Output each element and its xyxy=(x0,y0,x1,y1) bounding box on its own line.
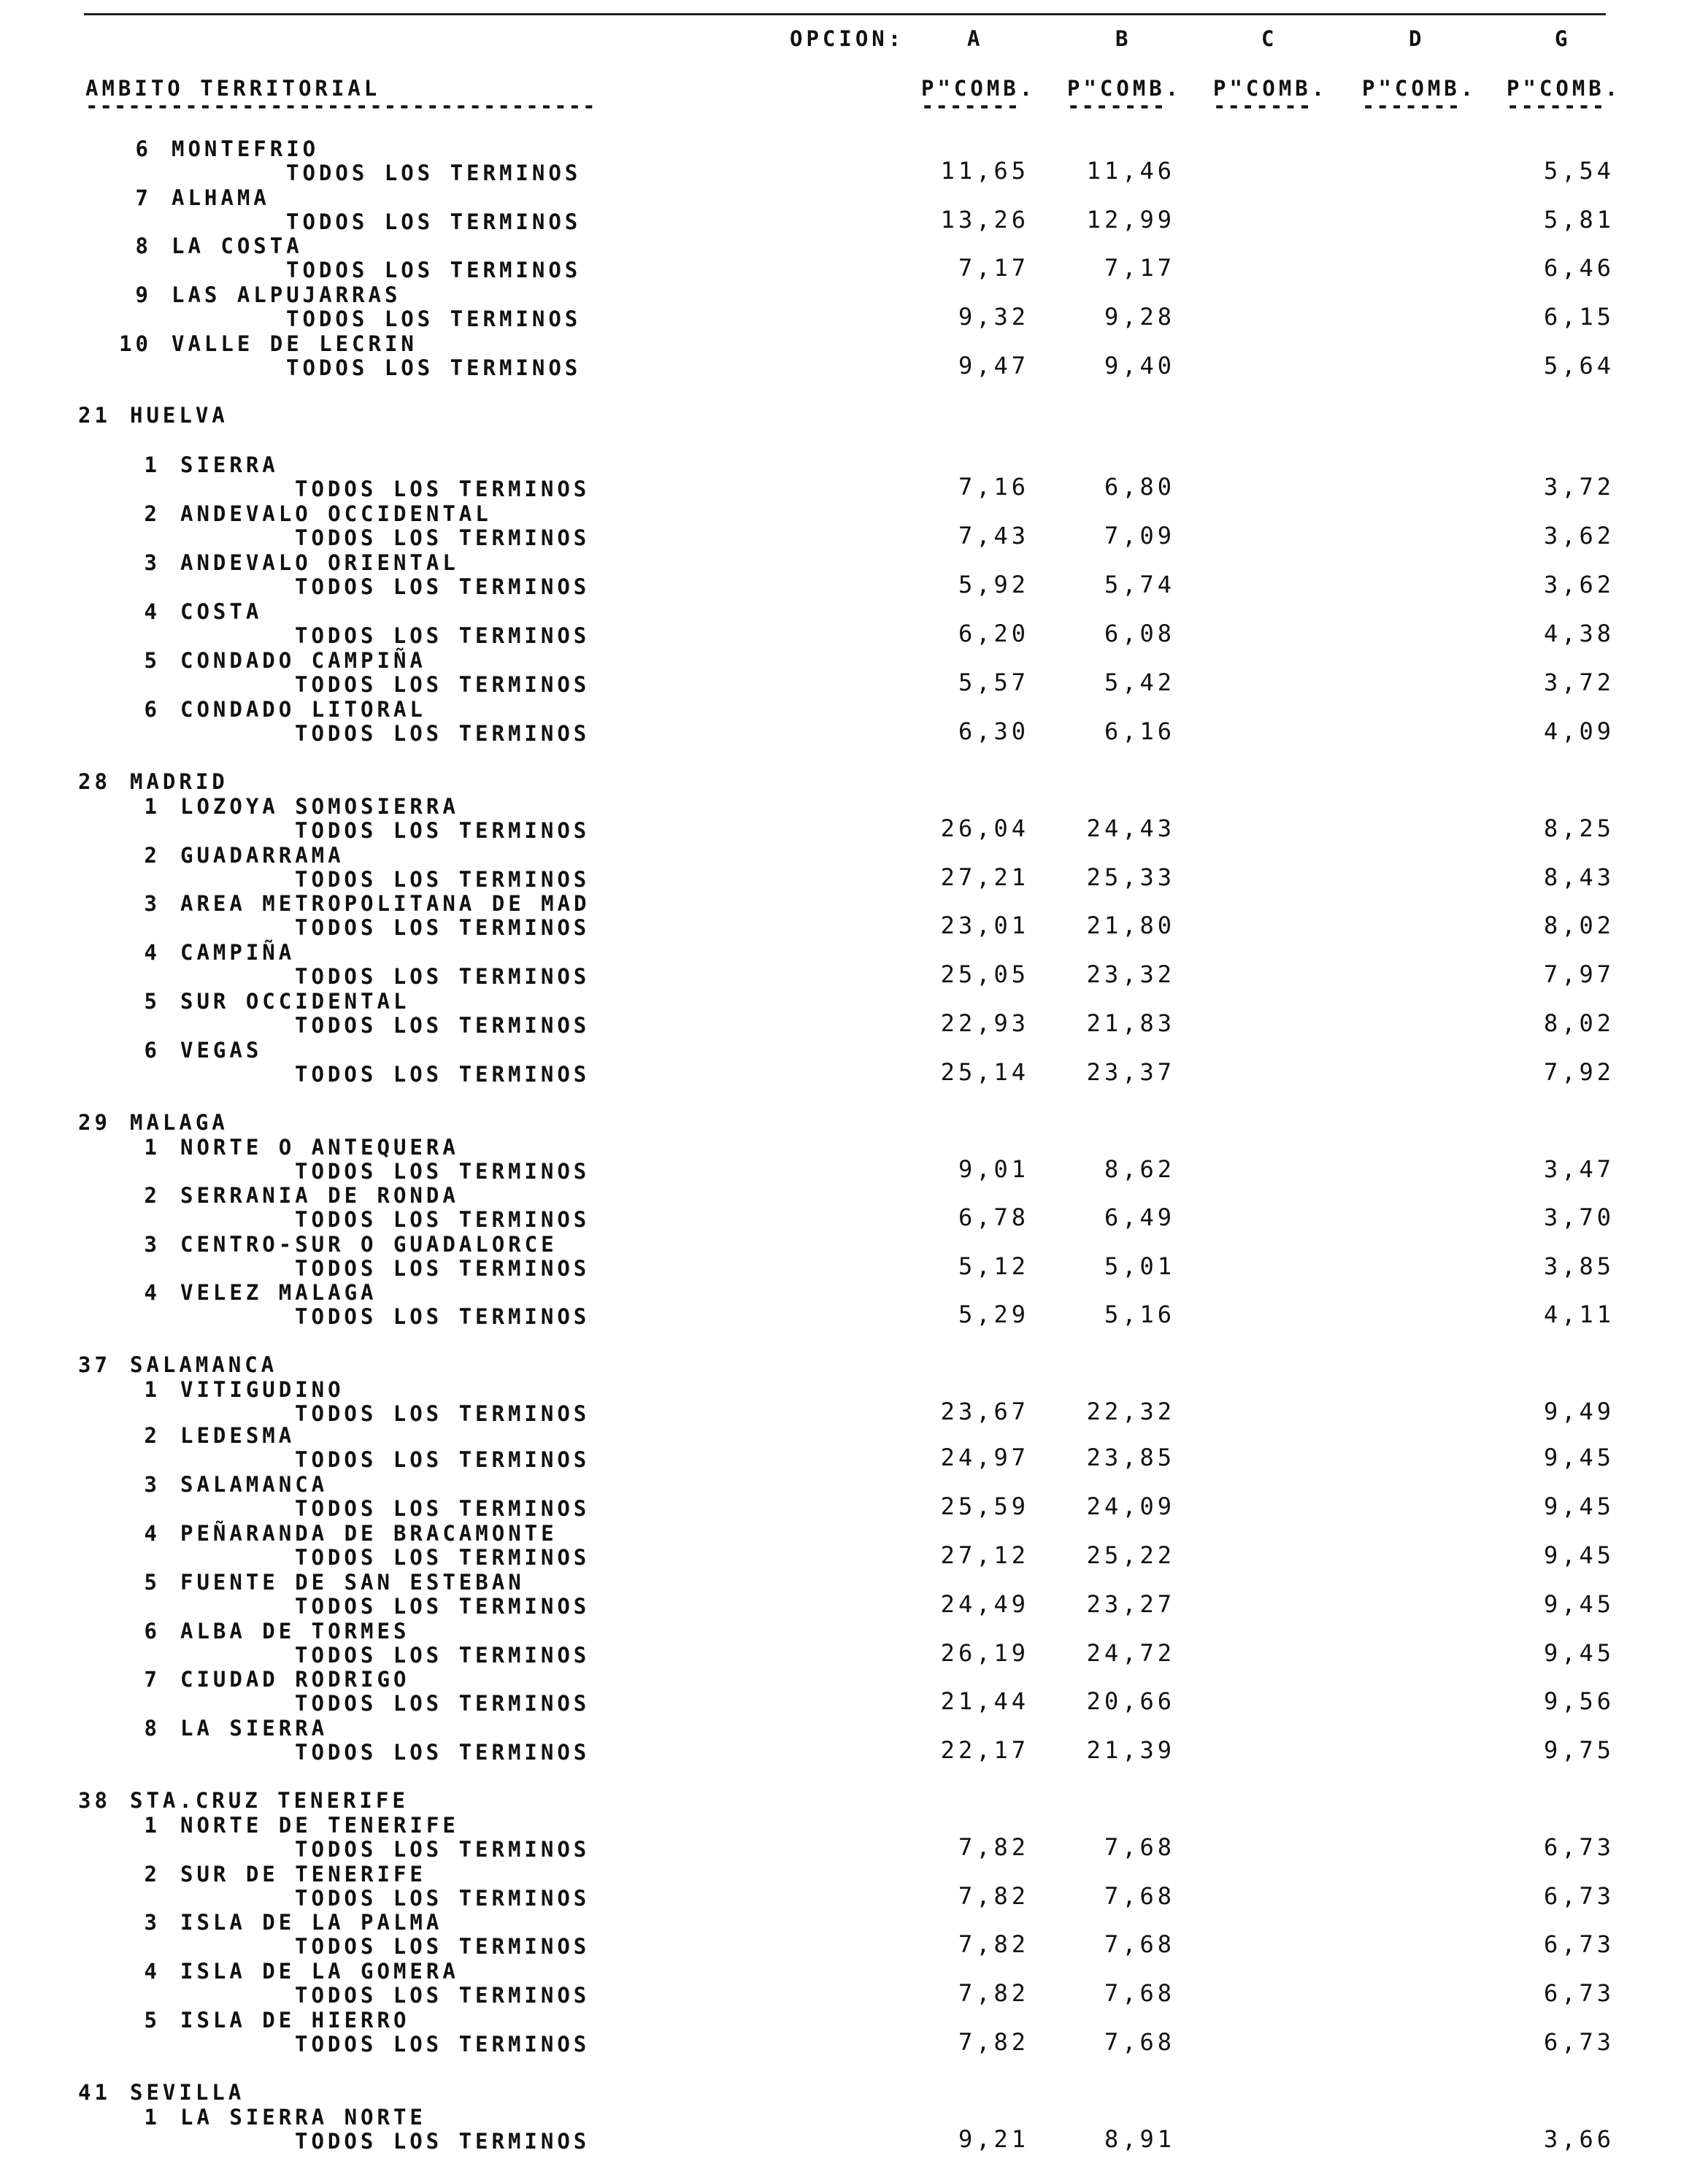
todos-los-terminos: TODOS LOS TERMINOS xyxy=(295,2129,591,2154)
col-a-underline: ------- xyxy=(921,93,1021,118)
todos-los-terminos: TODOS LOS TERMINOS xyxy=(295,1401,591,1426)
province-name: SALAMANCA xyxy=(130,1352,278,1377)
value-g: 6,73 xyxy=(1543,1979,1615,2007)
todos-los-terminos: TODOS LOS TERMINOS xyxy=(295,1256,591,1281)
value-b: 7,09 xyxy=(1104,522,1175,550)
value-b: 23,27 xyxy=(1086,1590,1175,1618)
value-a: 25,14 xyxy=(940,1058,1029,1086)
region-name: SUR OCCIDENTAL xyxy=(180,989,410,1014)
value-g: 6,73 xyxy=(1543,1930,1615,1958)
value-a: 9,32 xyxy=(958,303,1029,331)
todos-los-terminos: TODOS LOS TERMINOS xyxy=(295,1159,591,1184)
region-number: 4 xyxy=(144,1521,161,1546)
value-g: 6,73 xyxy=(1543,1833,1615,1861)
todos-los-terminos: TODOS LOS TERMINOS xyxy=(295,721,591,746)
region-name: GUADARRAMA xyxy=(180,843,345,868)
todos-los-terminos: TODOS LOS TERMINOS xyxy=(295,1740,591,1765)
col-b-label: P"COMB. xyxy=(1067,76,1182,101)
region-number: 6 xyxy=(144,1619,161,1644)
region-name: ISLA DE LA PALMA xyxy=(180,1910,443,1935)
value-a: 11,65 xyxy=(940,157,1029,185)
todos-los-terminos: TODOS LOS TERMINOS xyxy=(286,258,582,282)
todos-los-terminos: TODOS LOS TERMINOS xyxy=(295,867,591,892)
value-b: 22,32 xyxy=(1086,1398,1175,1425)
value-b: 21,80 xyxy=(1086,912,1175,939)
todos-los-terminos: TODOS LOS TERMINOS xyxy=(295,1594,591,1619)
region-name: VEGAS xyxy=(180,1038,263,1063)
value-a: 23,01 xyxy=(940,912,1029,939)
value-b: 24,43 xyxy=(1086,814,1175,842)
todos-los-terminos: TODOS LOS TERMINOS xyxy=(295,1837,591,1862)
value-b: 9,28 xyxy=(1104,303,1175,331)
value-b: 6,08 xyxy=(1104,620,1175,647)
region-number: 1 xyxy=(144,1813,161,1838)
value-b: 23,32 xyxy=(1086,960,1175,988)
region-number: 7 xyxy=(144,1667,161,1692)
value-g: 4,38 xyxy=(1543,620,1615,647)
province-code: 28 xyxy=(78,769,111,794)
value-a: 5,29 xyxy=(958,1301,1029,1328)
region-name: LAS ALPUJARRAS xyxy=(172,282,401,307)
value-a: 25,05 xyxy=(940,960,1029,988)
region-name: ISLA DE HIERRO xyxy=(180,2008,410,2033)
todos-los-terminos: TODOS LOS TERMINOS xyxy=(295,964,591,989)
option-a-header: A xyxy=(967,26,984,51)
todos-los-terminos: TODOS LOS TERMINOS xyxy=(286,209,582,234)
todos-los-terminos: TODOS LOS TERMINOS xyxy=(295,2032,591,2057)
value-b: 8,91 xyxy=(1104,2125,1175,2153)
todos-los-terminos: TODOS LOS TERMINOS xyxy=(295,477,591,501)
value-g: 3,85 xyxy=(1543,1252,1615,1280)
value-g: 3,62 xyxy=(1543,571,1615,598)
region-name: PEÑARANDA DE BRACAMONTE xyxy=(180,1521,558,1546)
region-number: 2 xyxy=(144,843,161,868)
col-g-label: P"COMB. xyxy=(1507,76,1622,101)
value-b: 8,62 xyxy=(1104,1155,1175,1183)
province-code: 21 xyxy=(78,403,111,428)
region-number: 5 xyxy=(144,989,161,1014)
option-g-header: G xyxy=(1555,26,1572,51)
value-b: 7,68 xyxy=(1104,2028,1175,2056)
ambito-underline: ------------------------------------ xyxy=(85,93,597,118)
value-b: 5,16 xyxy=(1104,1301,1175,1328)
value-a: 27,21 xyxy=(940,863,1029,891)
region-name: LA SIERRA NORTE xyxy=(180,2105,426,2130)
top-rule xyxy=(84,13,1606,15)
region-number: 1 xyxy=(144,2105,161,2130)
region-number: 4 xyxy=(144,1280,161,1305)
region-name: NORTE O ANTEQUERA xyxy=(180,1135,459,1160)
province-code: 38 xyxy=(78,1788,111,1813)
region-number: 10 xyxy=(119,331,152,356)
region-name: COSTA xyxy=(180,599,263,624)
value-g: 6,73 xyxy=(1543,1882,1615,1910)
value-g: 8,43 xyxy=(1543,863,1615,891)
value-b: 7,68 xyxy=(1104,1979,1175,2007)
value-g: 9,45 xyxy=(1543,1444,1615,1471)
region-number: 4 xyxy=(144,599,161,624)
todos-los-terminos: TODOS LOS TERMINOS xyxy=(295,1983,591,2008)
region-number: 6 xyxy=(144,697,161,722)
value-g: 3,72 xyxy=(1543,473,1615,501)
region-name: VALLE DE LECRIN xyxy=(172,331,418,356)
todos-los-terminos: TODOS LOS TERMINOS xyxy=(286,161,582,185)
region-name: ALHAMA xyxy=(172,185,270,210)
value-a: 5,57 xyxy=(958,669,1029,696)
region-number: 4 xyxy=(144,940,161,965)
province-name: SEVILLA xyxy=(130,2080,245,2105)
todos-los-terminos: TODOS LOS TERMINOS xyxy=(295,672,591,697)
value-a: 7,82 xyxy=(958,1979,1029,2007)
todos-los-terminos: TODOS LOS TERMINOS xyxy=(295,623,591,648)
value-b: 23,85 xyxy=(1086,1444,1175,1471)
todos-los-terminos: TODOS LOS TERMINOS xyxy=(295,1304,591,1329)
value-a: 5,92 xyxy=(958,571,1029,598)
value-g: 6,46 xyxy=(1543,254,1615,282)
option-c-header: C xyxy=(1261,26,1278,51)
region-name: CONDADO CAMPIÑA xyxy=(180,648,426,673)
province-code: 37 xyxy=(78,1352,111,1377)
region-number: 3 xyxy=(144,1910,161,1935)
region-name: LEDESMA xyxy=(180,1423,296,1448)
col-c-underline: ------- xyxy=(1213,93,1313,118)
region-number: 9 xyxy=(135,282,152,307)
province-name: HUELVA xyxy=(130,403,228,428)
todos-los-terminos: TODOS LOS TERMINOS xyxy=(295,1691,591,1716)
region-name: MONTEFRIO xyxy=(172,136,320,161)
value-g: 5,54 xyxy=(1543,157,1615,185)
region-number: 2 xyxy=(144,1183,161,1208)
value-g: 3,70 xyxy=(1543,1203,1615,1231)
value-g: 4,09 xyxy=(1543,717,1615,745)
region-name: ANDEVALO ORIENTAL xyxy=(180,550,459,575)
region-number: 2 xyxy=(144,1862,161,1887)
todos-los-terminos: TODOS LOS TERMINOS xyxy=(295,1496,591,1521)
value-g: 7,97 xyxy=(1543,960,1615,988)
region-name: LA COSTA xyxy=(172,234,303,258)
region-number: 6 xyxy=(135,136,152,161)
value-a: 21,44 xyxy=(940,1687,1029,1715)
value-b: 11,46 xyxy=(1086,157,1175,185)
todos-los-terminos: TODOS LOS TERMINOS xyxy=(295,525,591,550)
value-a: 6,78 xyxy=(958,1203,1029,1231)
todos-los-terminos: TODOS LOS TERMINOS xyxy=(295,1934,591,1959)
value-g: 9,45 xyxy=(1543,1590,1615,1618)
col-c-label: P"COMB. xyxy=(1213,76,1328,101)
value-a: 27,12 xyxy=(940,1541,1029,1569)
todos-los-terminos: TODOS LOS TERMINOS xyxy=(295,1013,591,1038)
value-g: 5,64 xyxy=(1543,352,1615,380)
value-a: 9,47 xyxy=(958,352,1029,380)
region-name: CIUDAD RODRIGO xyxy=(180,1667,410,1692)
region-number: 7 xyxy=(135,185,152,210)
region-number: 2 xyxy=(144,1423,161,1448)
region-name: CENTRO-SUR O GUADALORCE xyxy=(180,1232,558,1257)
opcion-label: OPCION: xyxy=(790,26,905,51)
value-b: 6,16 xyxy=(1104,717,1175,745)
value-g: 3,47 xyxy=(1543,1155,1615,1183)
region-name: SERRANIA DE RONDA xyxy=(180,1183,459,1208)
ambito-label: AMBITO TERRITORIAL xyxy=(85,76,381,101)
value-b: 7,68 xyxy=(1104,1882,1175,1910)
todos-los-terminos: TODOS LOS TERMINOS xyxy=(286,355,582,380)
region-number: 8 xyxy=(135,234,152,258)
value-b: 25,33 xyxy=(1086,863,1175,891)
region-number: 1 xyxy=(144,452,161,477)
province-name: MALAGA xyxy=(130,1110,228,1135)
region-name: LA SIERRA xyxy=(180,1716,328,1741)
col-d-label: P"COMB. xyxy=(1362,76,1477,101)
value-g: 5,81 xyxy=(1543,206,1615,234)
value-g: 8,25 xyxy=(1543,814,1615,842)
value-b: 24,72 xyxy=(1086,1639,1175,1667)
region-name: FUENTE DE SAN ESTEBAN xyxy=(180,1570,525,1595)
region-number: 3 xyxy=(144,550,161,575)
value-b: 23,37 xyxy=(1086,1058,1175,1086)
todos-los-terminos: TODOS LOS TERMINOS xyxy=(295,1207,591,1232)
region-number: 8 xyxy=(144,1716,161,1741)
value-a: 7,82 xyxy=(958,1930,1029,1958)
todos-los-terminos: TODOS LOS TERMINOS xyxy=(295,1886,591,1911)
col-a-label: P"COMB. xyxy=(921,76,1036,101)
value-g: 9,45 xyxy=(1543,1639,1615,1667)
col-b-underline: ------- xyxy=(1067,93,1167,118)
value-a: 22,93 xyxy=(940,1009,1029,1037)
province-name: STA.CRUZ TENERIFE xyxy=(130,1788,409,1813)
value-a: 6,20 xyxy=(958,620,1029,647)
value-g: 9,45 xyxy=(1543,1492,1615,1520)
region-number: 5 xyxy=(144,1570,161,1595)
todos-los-terminos: TODOS LOS TERMINOS xyxy=(295,1545,591,1570)
value-a: 26,19 xyxy=(940,1639,1029,1667)
region-name: SALAMANCA xyxy=(180,1472,328,1497)
todos-los-terminos: TODOS LOS TERMINOS xyxy=(295,1062,591,1087)
value-b: 7,68 xyxy=(1104,1833,1175,1861)
value-b: 24,09 xyxy=(1086,1492,1175,1520)
option-b-header: B xyxy=(1115,26,1132,51)
value-b: 21,39 xyxy=(1086,1736,1175,1764)
value-a: 7,16 xyxy=(958,473,1029,501)
region-name: CONDADO LITORAL xyxy=(180,697,426,722)
region-number: 2 xyxy=(144,501,161,526)
todos-los-terminos: TODOS LOS TERMINOS xyxy=(295,574,591,599)
todos-los-terminos: TODOS LOS TERMINOS xyxy=(286,307,582,331)
region-number: 3 xyxy=(144,1232,161,1257)
value-g: 3,66 xyxy=(1543,2125,1615,2153)
value-a: 7,17 xyxy=(958,254,1029,282)
region-number: 3 xyxy=(144,1472,161,1497)
value-a: 5,12 xyxy=(958,1252,1029,1280)
region-name: ALBA DE TORMES xyxy=(180,1619,410,1644)
value-g: 6,73 xyxy=(1543,2028,1615,2056)
value-g: 3,72 xyxy=(1543,669,1615,696)
value-g: 6,15 xyxy=(1543,303,1615,331)
region-number: 1 xyxy=(144,1135,161,1160)
value-b: 25,22 xyxy=(1086,1541,1175,1569)
value-a: 24,97 xyxy=(940,1444,1029,1471)
value-a: 22,17 xyxy=(940,1736,1029,1764)
value-b: 7,68 xyxy=(1104,1930,1175,1958)
value-b: 7,17 xyxy=(1104,254,1175,282)
value-g: 7,92 xyxy=(1543,1058,1615,1086)
region-name: VELEZ MALAGA xyxy=(180,1280,377,1305)
value-a: 13,26 xyxy=(940,206,1029,234)
value-b: 6,49 xyxy=(1104,1203,1175,1231)
value-g: 9,45 xyxy=(1543,1541,1615,1569)
value-a: 24,49 xyxy=(940,1590,1029,1618)
value-g: 8,02 xyxy=(1543,912,1615,939)
value-b: 9,40 xyxy=(1104,352,1175,380)
province-code: 29 xyxy=(78,1110,111,1135)
region-name: NORTE DE TENERIFE xyxy=(180,1813,459,1838)
region-name: SIERRA xyxy=(180,452,279,477)
region-name: AREA METROPOLITANA DE MAD xyxy=(180,891,591,916)
value-g: 8,02 xyxy=(1543,1009,1615,1037)
value-g: 9,56 xyxy=(1543,1687,1615,1715)
todos-los-terminos: TODOS LOS TERMINOS xyxy=(295,1643,591,1668)
region-number: 1 xyxy=(144,1377,161,1402)
value-a: 25,59 xyxy=(940,1492,1029,1520)
todos-los-terminos: TODOS LOS TERMINOS xyxy=(295,1447,591,1472)
region-number: 5 xyxy=(144,2008,161,2033)
region-name: ANDEVALO OCCIDENTAL xyxy=(180,501,492,526)
region-number: 5 xyxy=(144,648,161,673)
value-a: 7,82 xyxy=(958,1882,1029,1910)
value-b: 5,42 xyxy=(1104,669,1175,696)
region-number: 1 xyxy=(144,794,161,819)
province-name: MADRID xyxy=(130,769,228,794)
value-a: 9,01 xyxy=(958,1155,1029,1183)
value-b: 5,74 xyxy=(1104,571,1175,598)
region-name: CAMPIÑA xyxy=(180,940,296,965)
value-a: 9,21 xyxy=(958,2125,1029,2153)
value-a: 23,67 xyxy=(940,1398,1029,1425)
region-name: LOZOYA SOMOSIERRA xyxy=(180,794,459,819)
option-d-header: D xyxy=(1409,26,1426,51)
value-b: 20,66 xyxy=(1086,1687,1175,1715)
value-a: 7,82 xyxy=(958,1833,1029,1861)
value-g: 9,75 xyxy=(1543,1736,1615,1764)
region-number: 4 xyxy=(144,1959,161,1984)
region-name: ISLA DE LA GOMERA xyxy=(180,1959,459,1984)
col-d-underline: ------- xyxy=(1362,93,1462,118)
value-g: 4,11 xyxy=(1543,1301,1615,1328)
value-a: 6,30 xyxy=(958,717,1029,745)
todos-los-terminos: TODOS LOS TERMINOS xyxy=(295,915,591,940)
value-a: 7,43 xyxy=(958,522,1029,550)
value-b: 5,01 xyxy=(1104,1252,1175,1280)
value-g: 9,49 xyxy=(1543,1398,1615,1425)
region-number: 3 xyxy=(144,891,161,916)
value-a: 7,82 xyxy=(958,2028,1029,2056)
col-g-underline: ------- xyxy=(1507,93,1607,118)
region-name: SUR DE TENERIFE xyxy=(180,1862,426,1887)
value-b: 21,83 xyxy=(1086,1009,1175,1037)
province-code: 41 xyxy=(78,2080,111,2105)
value-b: 12,99 xyxy=(1086,206,1175,234)
region-number: 6 xyxy=(144,1038,161,1063)
value-a: 26,04 xyxy=(940,814,1029,842)
todos-los-terminos: TODOS LOS TERMINOS xyxy=(295,818,591,843)
region-name: VITIGUDINO xyxy=(180,1377,345,1402)
value-g: 3,62 xyxy=(1543,522,1615,550)
value-b: 6,80 xyxy=(1104,473,1175,501)
